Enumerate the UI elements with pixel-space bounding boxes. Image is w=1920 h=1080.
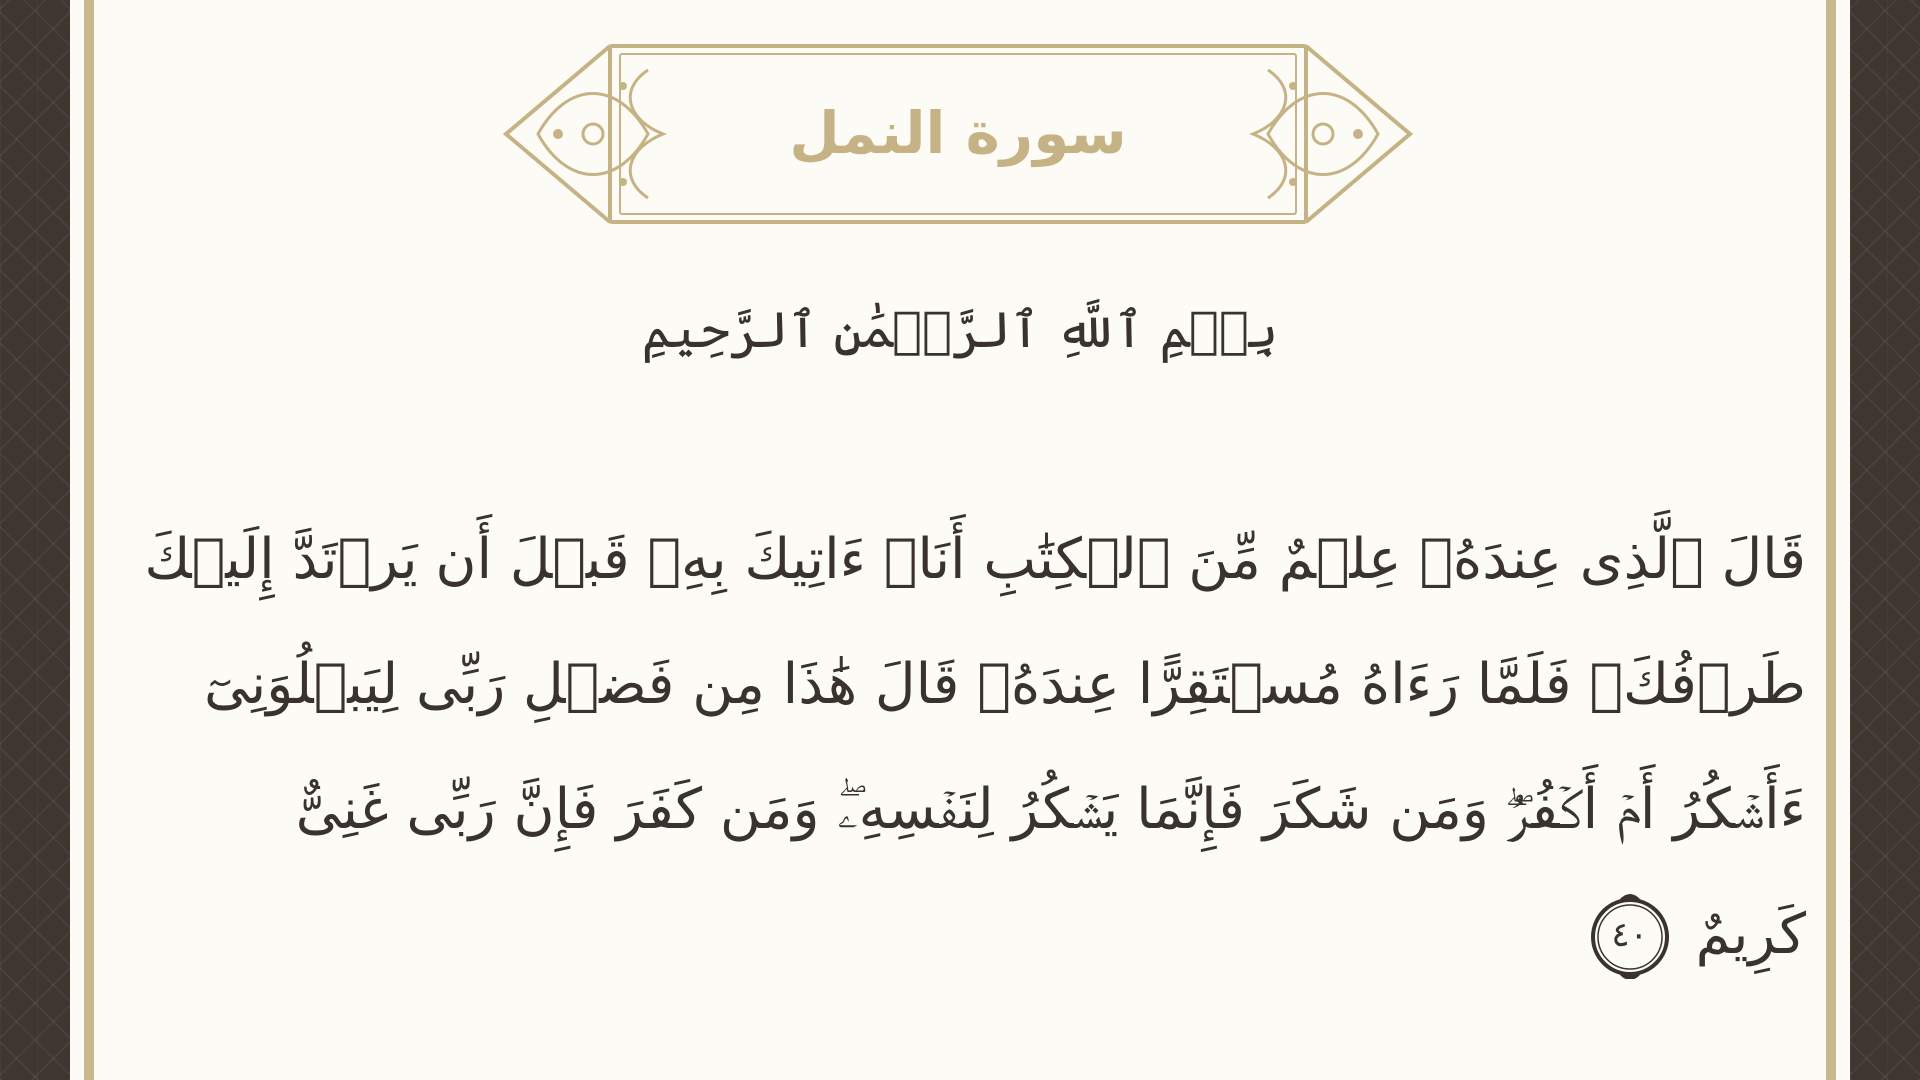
verse-line-4-text: كَرِيمٌ (1695, 902, 1806, 967)
ayah-number-marker (1586, 891, 1674, 979)
verse-line-4 (1586, 885, 1806, 985)
left-gold-rule (84, 0, 94, 1080)
right-gold-rule (1826, 0, 1836, 1080)
mushaf-page (70, 0, 1850, 1080)
verse-line-3: ءَأَشۡكُرُ أَمۡ أَكۡفُرُۖ وَمَن شَكَرَ فَإِنَّمَا يَشۡكُرُ لِنَفۡسِهِۦۖ وَمَن كَفَرَ فَإِنَّ رَبِّى غَنِىٌّ (295, 777, 1806, 842)
left-ornamental-border (0, 0, 70, 1080)
verse-line-1: قَالَ ٱلَّذِى عِندَهُۥ عِلۡمٌ مِّنَ ٱلۡكِتَٰبِ أَنَا۠ ءَاتِيكَ بِهِۦ قَبۡلَ أَن يَرۡتَدَّ إِلَيۡكَ (144, 527, 1806, 592)
verse-text (110, 510, 1806, 1010)
verse-line-2: طَرۡفُكَۚ فَلَمَّا رَءَاهُ مُسۡتَقِرًّا عِندَهُۥ قَالَ هَٰذَا مِن فَضۡلِ رَبِّى لِيَبۡلُوَنِىٓ (203, 652, 1806, 717)
surah-name: سورة النمل (789, 99, 1127, 167)
ayah-number: ٤٠ (1611, 915, 1648, 955)
surah-title-frame (498, 40, 1418, 230)
right-ornamental-border (1850, 0, 1920, 1080)
basmala: بِسۡمِ ٱللَّهِ ٱلرَّحۡمَٰنِ ٱلرَّحِيمِ (641, 301, 1279, 359)
